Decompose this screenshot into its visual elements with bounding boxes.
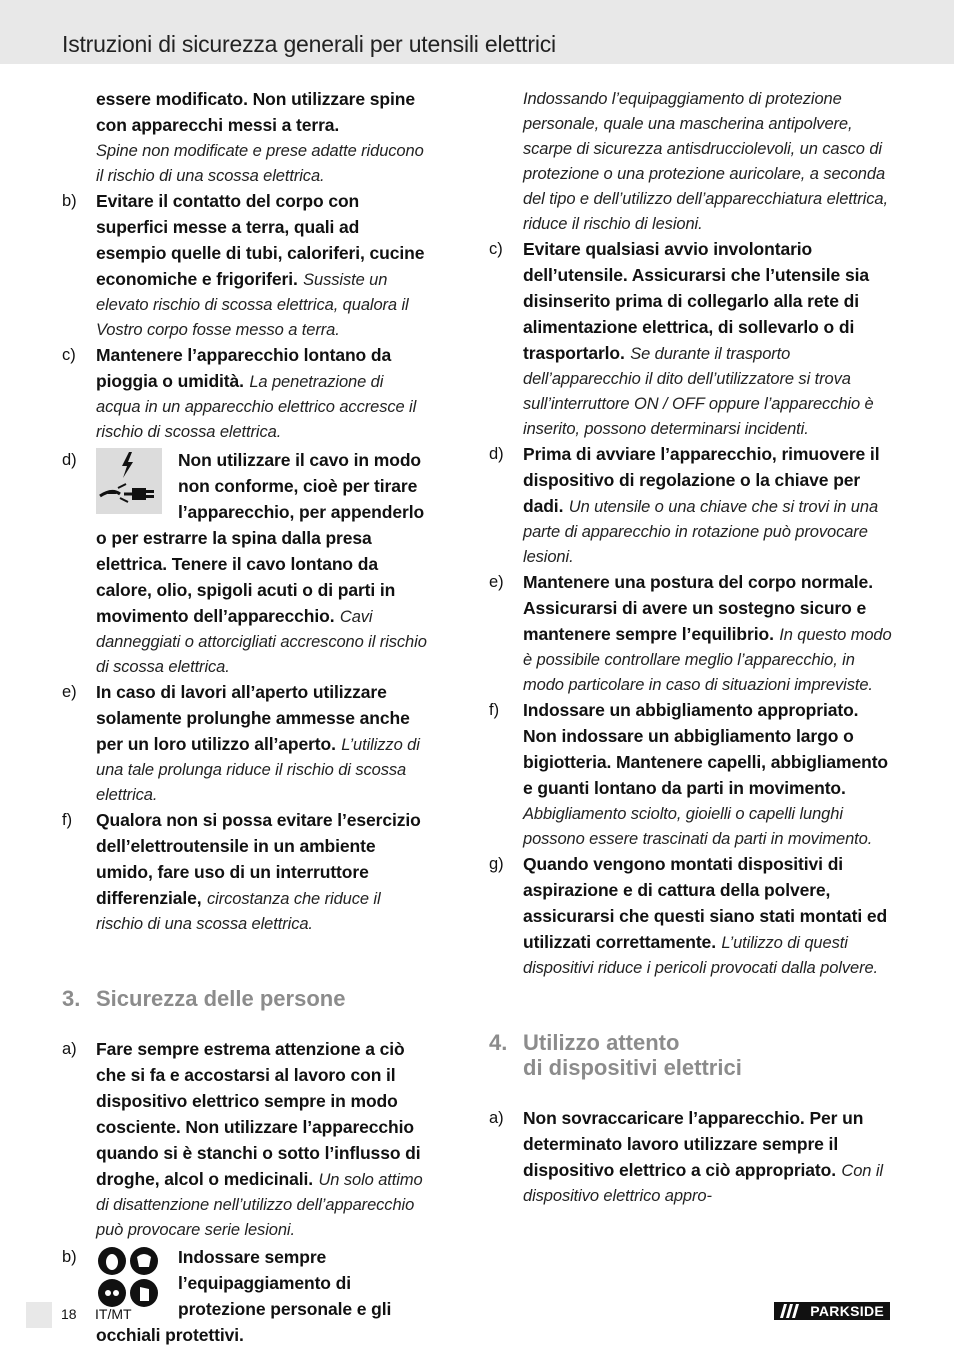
- item-italic-text: Sussiste un elevato rischio di scossa elettrica, qualora il Vostro corpo fosse messo a terra.: [96, 271, 409, 339]
- list-item: [489, 1106, 893, 1209]
- item-label: e): [489, 573, 504, 591]
- section-title-line2: di dispositivi elettrici: [523, 1055, 742, 1080]
- item-label: a): [489, 1109, 504, 1127]
- list-item: [62, 808, 432, 937]
- section-title: Sicurezza delle persone: [96, 986, 346, 1011]
- list-item: [489, 570, 893, 698]
- item-italic-text: L’utilizzo di questi dispositivi riduce i pericoli provocati dalla polvere.: [523, 934, 879, 977]
- item-italic-text: Abbigliamento sciolto, gioielli o capelli lunghi possono essere trascinati da parti in movimento.: [523, 805, 873, 848]
- list-item: [489, 87, 893, 237]
- item-label: d): [489, 445, 504, 463]
- item-italic-text: Un utensile o una chiave che si trovi in una parte di apparecchio in rotazione può provocare lesioni.: [523, 498, 879, 566]
- list-item: [62, 680, 432, 808]
- logo-stripes-icon: [780, 1304, 802, 1318]
- list-item: [62, 87, 432, 189]
- item-label: b): [62, 1248, 77, 1266]
- item-label: a): [62, 1040, 77, 1058]
- item-bold-text: Fare sempre estrema attenzione a ciò che si fa e accostarsi al lavoro con il dispositivo elettrico sempre in modo cosciente. Non utilizzare l’apparecchio quando si è stanchi o sotto l’influsso di droghe, alcol o medicinali.: [96, 1039, 421, 1189]
- item-bold-text: Indossare sempre l’equipaggiamento di protezione personale e gli occhiali protettivi.: [96, 1247, 392, 1345]
- item-italic-text: Con il dispositivo elettrico appro-: [523, 1162, 883, 1205]
- item-italic-text: In questo modo è possibile controllare meglio l’apparecchio, in modo particolare in caso di situazioni impreviste.: [523, 626, 892, 694]
- item-label: f): [62, 811, 73, 829]
- list-item: [62, 1245, 432, 1349]
- item-label: f): [489, 701, 500, 719]
- list-item: [489, 698, 893, 852]
- item-italic-text: Se durante il trasporto dell’apparecchio il dito dell’utilizzatore si trova sull’interruttore ON / OFF oppure l’apparecchio è inserito, possono determinarsi incidenti.: [523, 345, 874, 438]
- page-header: [0, 0, 954, 64]
- item-bold-text: Mantenere l’apparecchio lontano da pioggia o umidità.: [96, 345, 392, 391]
- section-heading: [489, 1030, 893, 1080]
- item-italic-text: circostanza che riduce il rischio di una scossa elettrica.: [96, 890, 381, 933]
- item-italic-text: L’utilizzo di una tale prolunga riduce il rischio di scossa elettrica.: [96, 736, 420, 804]
- item-label: c): [489, 240, 503, 258]
- list-item: [489, 442, 893, 570]
- item-label: g): [489, 855, 504, 873]
- page-title: Istruzioni di sicurezza generali per utensili elettrici: [62, 31, 556, 57]
- item-bold-text: Evitare qualsiasi avvio involontario dell’utensile. Assicurarsi che l’utensile sia disinserito prima di collegarlo alla rete di alimentazione elettrica, di sollevarlo o di trasportarlo.: [523, 239, 869, 363]
- item-label: e): [62, 683, 77, 701]
- item-italic-text: Un solo attimo di disattenzione nell’utilizzo dell’apparecchio può provocare serie lesioni.: [96, 1171, 423, 1239]
- section-title-line1: Utilizzo attento: [523, 1030, 680, 1055]
- list-item: [62, 343, 432, 445]
- page-number: 18: [61, 1306, 77, 1322]
- protective-equipment-icon: [96, 1245, 162, 1311]
- item-bold-text: Non sovraccaricare l’apparecchio. Per un determinato lavoro utilizzare sempre il dispositivo elettrico a ciò appropriato.: [523, 1108, 864, 1180]
- item-bold-text: In caso di lavori all’aperto utilizzare solamente prolunghe ammesse anche per un loro utilizzo all’aperto.: [96, 682, 410, 754]
- section-number: 4.: [489, 1030, 508, 1055]
- list-item: [62, 1037, 432, 1243]
- item-bold-text: Prima di avviare l’apparecchio, rimuovere il dispositivo di regolazione o la chiave per dadi.: [523, 444, 880, 516]
- item-bold-text: essere modificato. Non utilizzare spine con apparecchi messi a terra.: [96, 89, 415, 135]
- item-italic-text: Spine non modificate e prese adatte riducono il rischio di una scossa elettrica.: [96, 142, 424, 185]
- language-code: IT/MT: [95, 1306, 132, 1322]
- brand-logo: [774, 1302, 890, 1320]
- item-italic-text: Indossando l’equipaggiamento di protezione personale, quale una mascherina antipolvere, scarpe di sicurezza antisdrucciolevoli, un casco di protezione o una protezione auricolare, a seconda del tipo e dell’utilizzo dell’apparecchiatura elettrica, riduce il rischio di lesioni.: [523, 90, 888, 233]
- list-item: [489, 852, 893, 981]
- item-label: d): [62, 451, 77, 469]
- list-item: [62, 448, 432, 680]
- list-item: [62, 189, 432, 343]
- item-bold-text: Indossare un abbigliamento appropriato. Non indossare un abbigliamento largo o bigiotteria. Mantenere capelli, abbigliamento e guanti lontano da parti in movimento.: [523, 700, 889, 798]
- item-bold-text: Non utilizzare il cavo in modo non conforme, cioè per tirare l’apparecchio, per appenderlo o per estrarre la spina dalla presa elettrica. Tenere il cavo lontano da calore, olio, spigoli acuti o di parti in movimento dell’apparecchio.: [96, 450, 425, 626]
- item-label: b): [62, 192, 77, 210]
- item-bold-text: Evitare il contatto del corpo con superfici messe a terra, quali ad esempio quelle di tubi, caloriferi, cucine economiche e frigoriferi.: [96, 191, 425, 289]
- item-italic-text: Cavi danneggiati o attorcigliati accrescono il rischio di scossa elettrica.: [96, 608, 427, 676]
- right-column: [489, 87, 893, 1209]
- list-item: [489, 237, 893, 442]
- item-bold-text: Qualora non si possa evitare l’esercizio dell’elettroutensile in un ambiente umido, fare uso di un interruttore differenziale,: [96, 810, 421, 908]
- item-italic-text: La penetrazione di acqua in un apparecchio elettrico accresce il rischio di scossa elettrica.: [96, 373, 417, 441]
- cable-warning-icon: [96, 448, 162, 514]
- item-bold-text: Mantenere una postura del corpo normale. Assicurarsi di avere un sostegno sicuro e mantenere sempre l’equilibrio.: [523, 572, 873, 644]
- brand-name: PARKSIDE: [810, 1303, 884, 1319]
- section-heading: [62, 986, 432, 1011]
- page-marker: [26, 1302, 52, 1328]
- left-column: [62, 87, 432, 1349]
- item-bold-text: Quando vengono montati dispositivi di aspirazione e di cattura della polvere, assicurarsi che questi siano stati montati ed utilizzati correttamente.: [523, 854, 888, 952]
- item-label: c): [62, 346, 76, 364]
- section-number: 3.: [62, 986, 81, 1011]
